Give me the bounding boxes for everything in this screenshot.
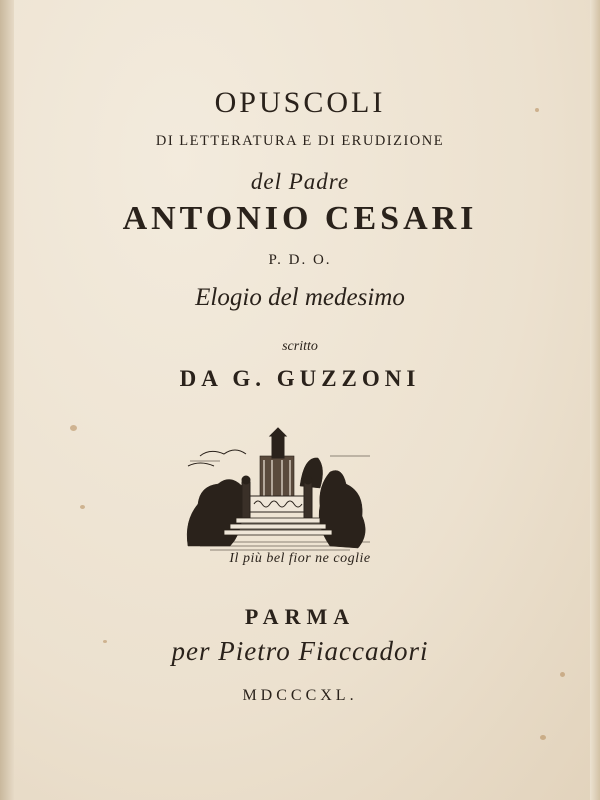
author-name: ANTONIO CESARI (122, 200, 478, 237)
vignette-motto: Il più bel fior ne coglie (229, 551, 371, 566)
imprint-city: PARMA (244, 604, 356, 629)
elogio-text: Elogio del medesimo (195, 284, 405, 311)
imprint-year: MDCCCXL. (242, 687, 358, 704)
book-title: OPUSCOLI (214, 86, 386, 119)
foxing-spot (560, 672, 565, 677)
imprint-printer: per Pietro Fiaccadori (171, 636, 429, 666)
scritto-text: scritto (282, 339, 318, 354)
garden-fountain-vignette-icon (180, 426, 380, 552)
foxing-spot (80, 505, 85, 509)
foxing-spot (540, 735, 546, 740)
book-subtitle: DI LETTERATURA E DI ERUDIZIONE (155, 133, 445, 149)
order-initials: P. D. O. (268, 252, 332, 268)
page-right-edge (590, 0, 600, 800)
page-left-edge (0, 0, 14, 800)
eulogy-author: DA G. GUZZONI (179, 366, 421, 391)
foxing-spot (70, 425, 77, 431)
del-padre-text: del Padre (250, 169, 350, 194)
